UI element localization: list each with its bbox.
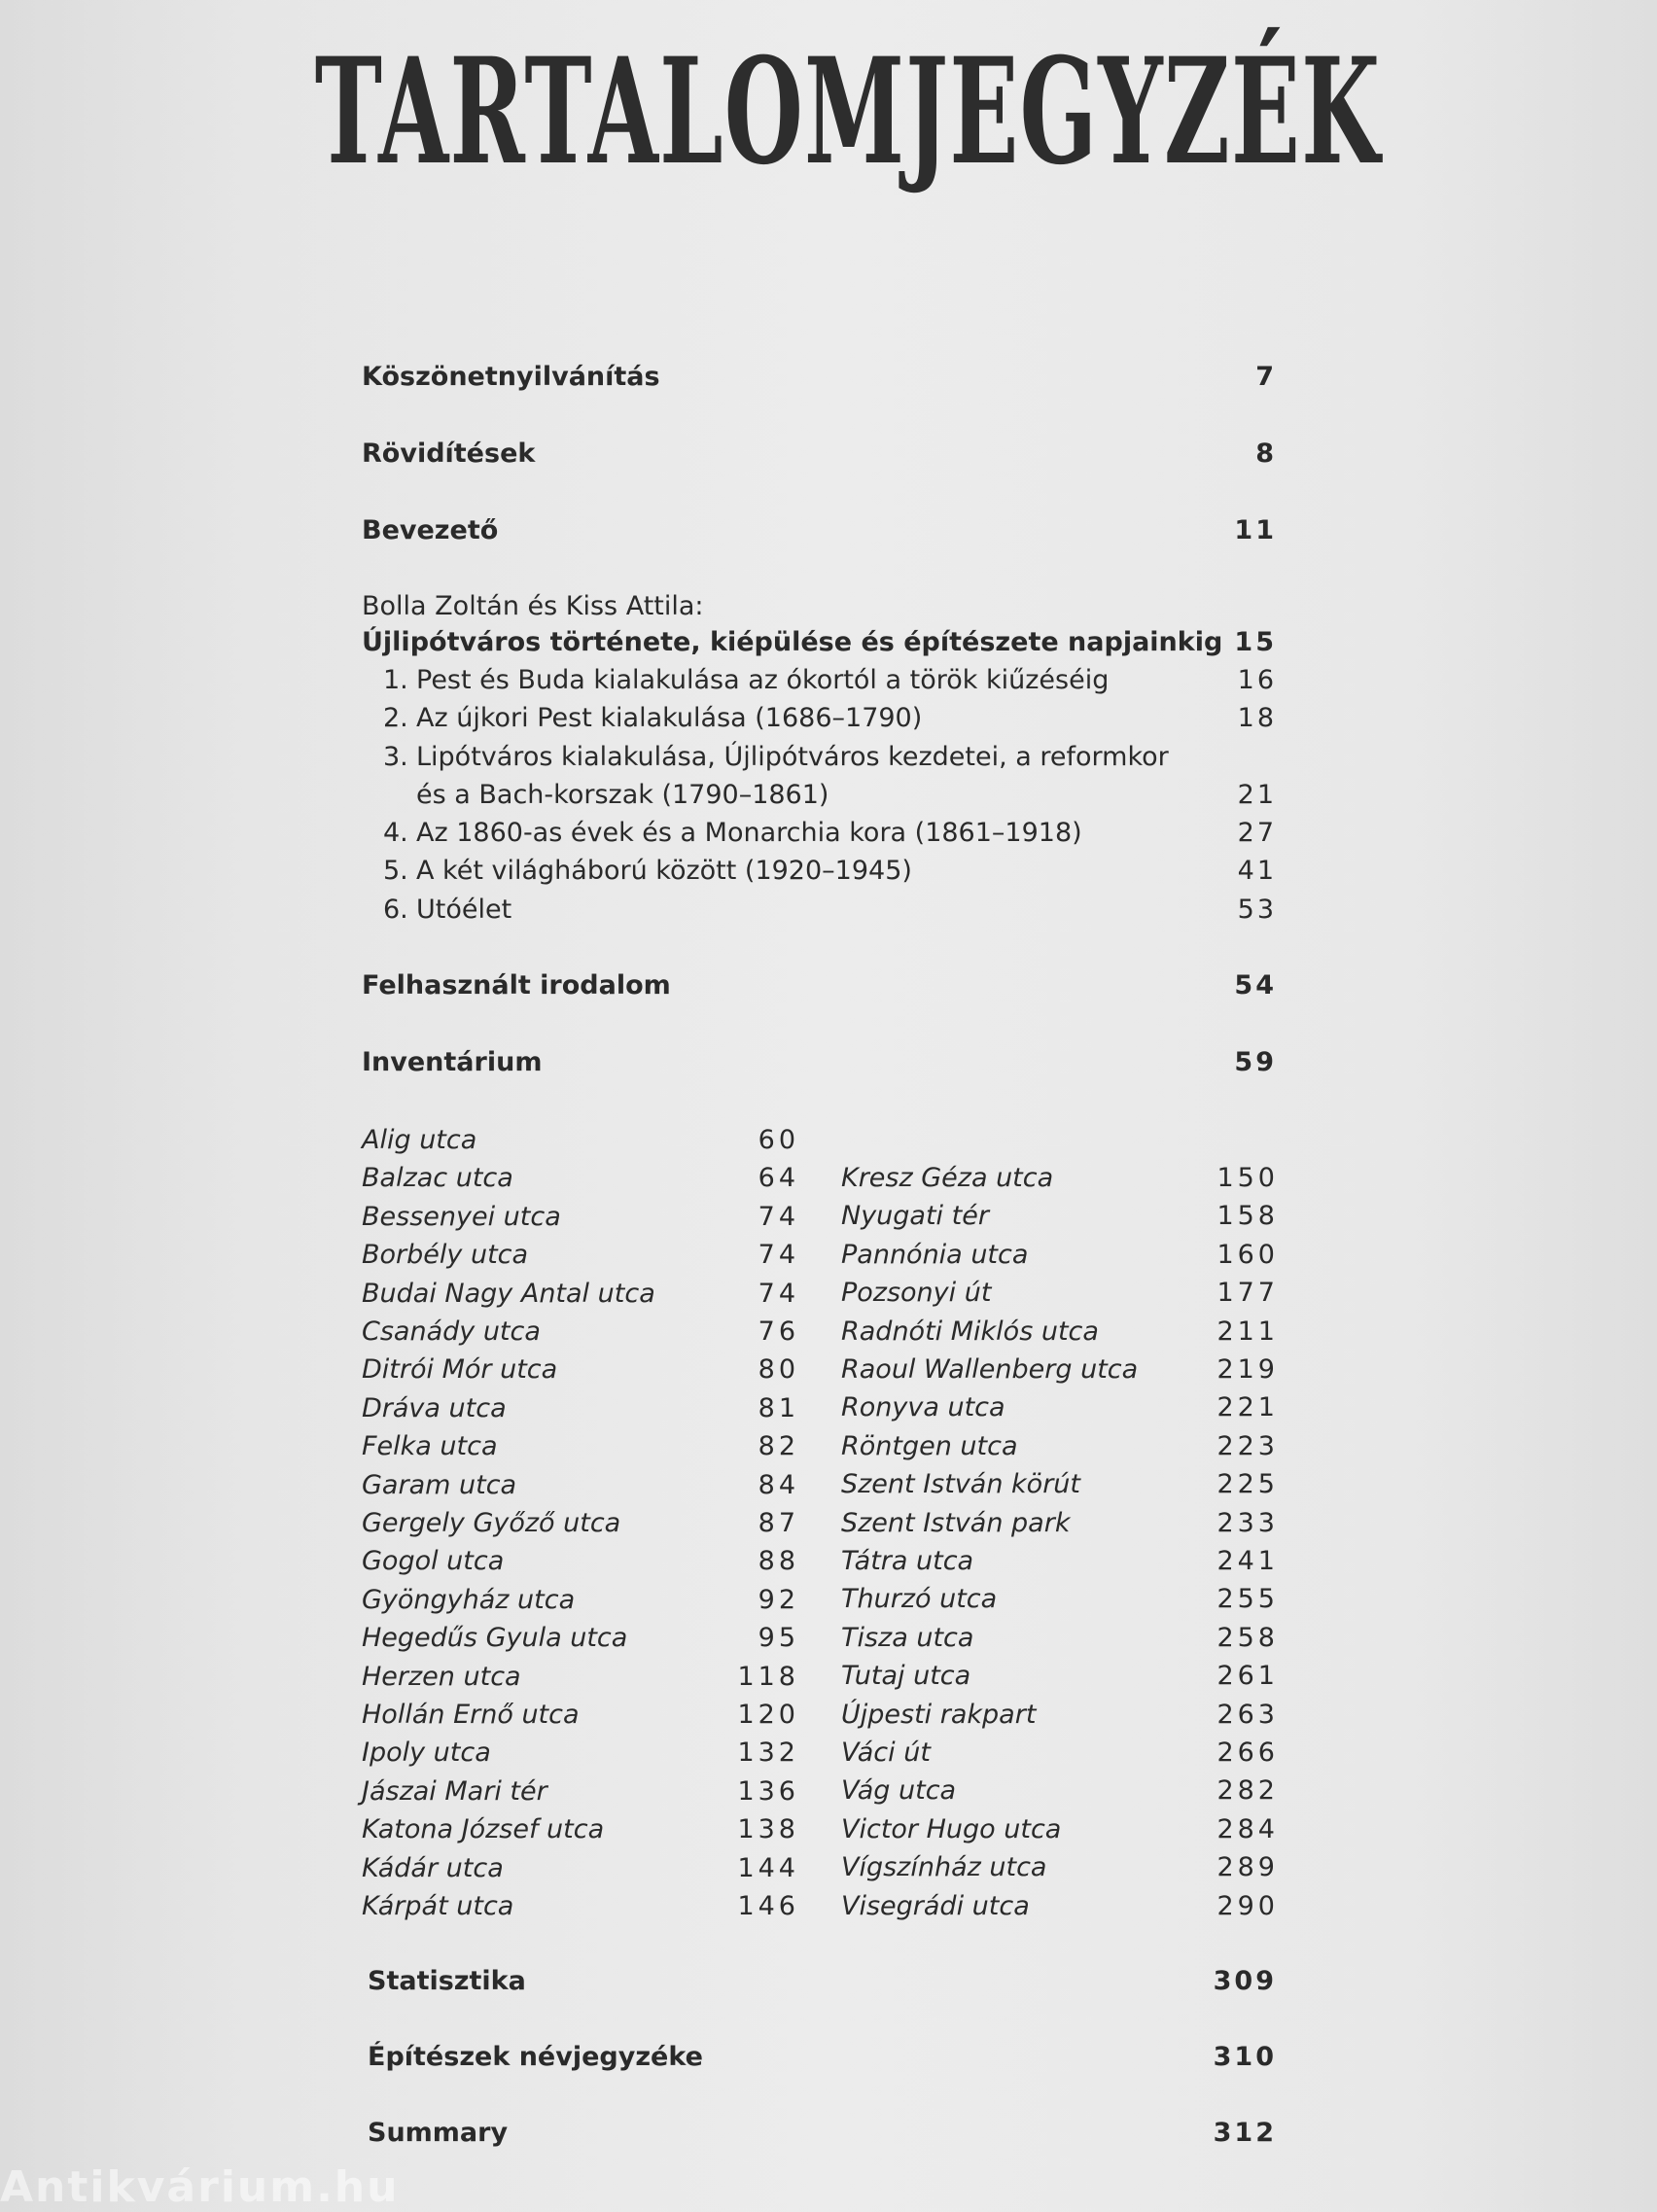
street-name: Dráva utca bbox=[362, 1392, 507, 1423]
street-page: 138 bbox=[737, 1814, 799, 1845]
inventory-entry[interactable] bbox=[362, 1351, 799, 1388]
toc-label: Bevezető bbox=[362, 515, 499, 545]
toc-section-abbreviations[interactable] bbox=[362, 435, 1277, 474]
inventory-entry[interactable] bbox=[841, 1427, 1279, 1465]
street-page: 221 bbox=[1216, 1392, 1279, 1423]
street-page: 261 bbox=[1216, 1661, 1279, 1692]
page-title: TARTALOMJEGYZÉK bbox=[314, 26, 1382, 197]
toc-label: Statisztika bbox=[368, 1966, 526, 1996]
street-page: 263 bbox=[1216, 1699, 1279, 1730]
chapter-item[interactable] bbox=[383, 852, 1277, 891]
street-name: Vígszínház utca bbox=[841, 1852, 1047, 1883]
toc-section-architects-index[interactable] bbox=[368, 2038, 1277, 2077]
street-name: Kárpát utca bbox=[362, 1891, 514, 1921]
chapter-title: Újlipótváros története, kiépülése és építészete napjainkig bbox=[362, 627, 1223, 657]
street-name: Váci út bbox=[841, 1738, 931, 1768]
inventory-entry[interactable] bbox=[362, 1198, 799, 1236]
inventory-entry[interactable] bbox=[362, 1427, 799, 1465]
street-name: Budai Nagy Antal utca bbox=[362, 1278, 655, 1309]
street-page: 84 bbox=[758, 1469, 799, 1500]
inventory-entry[interactable] bbox=[841, 1848, 1279, 1886]
toc-page: 15 bbox=[1234, 627, 1277, 657]
item-number: 5. bbox=[383, 856, 408, 886]
inventory-entry[interactable] bbox=[362, 1810, 799, 1848]
street-page: 241 bbox=[1216, 1546, 1279, 1576]
street-name: Balzac utca bbox=[362, 1163, 513, 1194]
street-page: 211 bbox=[1216, 1316, 1279, 1347]
street-page: 219 bbox=[1216, 1354, 1279, 1385]
inventory-entry[interactable] bbox=[841, 1696, 1279, 1734]
street-name: Thurzó utca bbox=[841, 1584, 998, 1615]
inventory-entry[interactable] bbox=[362, 1887, 799, 1925]
street-page: 225 bbox=[1216, 1469, 1279, 1500]
street-name: Szent István körút bbox=[841, 1469, 1080, 1500]
toc-label: Rövidítések bbox=[362, 439, 536, 469]
inventory-column-left bbox=[362, 1121, 799, 1928]
toc-label: Inventárium bbox=[362, 1047, 543, 1077]
street-name: Jászai Mari tér bbox=[362, 1775, 547, 1807]
street-page: 88 bbox=[758, 1546, 799, 1577]
inventory-entry[interactable] bbox=[362, 1658, 799, 1696]
inventory-entry[interactable] bbox=[362, 1466, 799, 1504]
street-page: 258 bbox=[1216, 1622, 1279, 1653]
toc-section-statistics[interactable] bbox=[368, 1962, 1277, 2001]
inventory-column-right bbox=[841, 1159, 1279, 1927]
street-name: Ditrói Mór utca bbox=[362, 1354, 558, 1386]
street-page: 177 bbox=[1216, 1278, 1279, 1309]
inventory-entry[interactable] bbox=[362, 1121, 799, 1159]
street-page: 150 bbox=[1216, 1163, 1279, 1193]
toc-section-summary[interactable] bbox=[368, 2114, 1277, 2153]
chapter-item-continuation[interactable] bbox=[383, 776, 1277, 815]
street-page: 80 bbox=[758, 1354, 799, 1386]
street-name: Csanády utca bbox=[362, 1317, 541, 1347]
item-number: 3. bbox=[383, 742, 408, 772]
street-page: 136 bbox=[737, 1775, 799, 1807]
item-number: 1. bbox=[383, 665, 408, 695]
item-text: Az újkori Pest kialakulása (1686–1790) bbox=[416, 703, 923, 733]
street-page: 60 bbox=[758, 1125, 799, 1155]
toc-label: Építészek névjegyzéke bbox=[368, 2042, 703, 2072]
toc-page: 18 bbox=[1237, 703, 1277, 733]
street-page: 81 bbox=[758, 1392, 799, 1423]
street-name: Nyugati tér bbox=[841, 1201, 989, 1232]
inventory-entry[interactable] bbox=[362, 1236, 799, 1274]
street-name: Szent István park bbox=[841, 1507, 1071, 1538]
inventory-entry[interactable] bbox=[841, 1580, 1279, 1618]
street-name: Vág utca bbox=[841, 1775, 957, 1807]
chapter-item[interactable] bbox=[383, 738, 1277, 777]
inventory-entry[interactable] bbox=[362, 1773, 799, 1810]
street-page: 284 bbox=[1216, 1813, 1279, 1844]
inventory-entry[interactable] bbox=[841, 1657, 1279, 1695]
street-page: 223 bbox=[1216, 1430, 1279, 1461]
street-name: Tisza utca bbox=[841, 1622, 974, 1653]
toc-page: 16 bbox=[1237, 665, 1277, 695]
street-name: Hegedűs Gyula utca bbox=[362, 1623, 628, 1654]
inventory-entry[interactable] bbox=[841, 1772, 1279, 1809]
toc-page: 309 bbox=[1213, 1966, 1277, 1996]
street-name: Bessenyei utca bbox=[362, 1201, 561, 1232]
toc-label: Summary bbox=[368, 2118, 509, 2148]
inventory-entry[interactable] bbox=[362, 1696, 799, 1734]
street-page: 132 bbox=[737, 1738, 799, 1769]
item-text: Lipótváros kialakulása, Újlipótváros kezdetei, a reformkor bbox=[416, 742, 1169, 772]
street-page: 95 bbox=[758, 1623, 799, 1654]
street-page: 266 bbox=[1216, 1738, 1279, 1768]
street-name: Radnóti Miklós utca bbox=[841, 1316, 1099, 1347]
item-text: és a Bach-korszak (1790–1861) bbox=[416, 780, 829, 810]
inventory-entry[interactable] bbox=[841, 1388, 1279, 1426]
street-page: 158 bbox=[1216, 1201, 1279, 1232]
inventory-entry[interactable] bbox=[841, 1734, 1279, 1772]
toc-page: 7 bbox=[1255, 362, 1277, 392]
street-page: 290 bbox=[1216, 1890, 1279, 1921]
inventory-entry[interactable] bbox=[362, 1542, 799, 1580]
street-name: Felka utca bbox=[362, 1431, 498, 1462]
street-page: 64 bbox=[758, 1163, 799, 1194]
toc-page: 41 bbox=[1237, 856, 1277, 886]
inventory-entry[interactable] bbox=[841, 1504, 1279, 1542]
toc-page: 27 bbox=[1237, 818, 1277, 848]
street-name: Pannónia utca bbox=[841, 1239, 1029, 1270]
item-number: 6. bbox=[383, 895, 408, 925]
toc-page: 21 bbox=[1237, 780, 1277, 810]
chapter-item[interactable] bbox=[383, 814, 1277, 853]
watermark: Antikvárium.hu bbox=[0, 2162, 400, 2212]
street-name: Újpesti rakpart bbox=[841, 1699, 1037, 1730]
chapter-item[interactable] bbox=[383, 661, 1277, 700]
inventory-entry[interactable] bbox=[841, 1236, 1279, 1274]
street-name: Ronyva utca bbox=[841, 1392, 1005, 1423]
inventory-entry[interactable] bbox=[362, 1619, 799, 1657]
street-name: Gergely Győző utca bbox=[362, 1508, 621, 1538]
street-page: 74 bbox=[758, 1278, 799, 1309]
street-name: Tutaj utca bbox=[841, 1661, 971, 1692]
item-text: A két világháború között (1920–1945) bbox=[416, 856, 912, 886]
street-page: 255 bbox=[1216, 1584, 1279, 1615]
street-page: 76 bbox=[758, 1317, 799, 1347]
inventory-entry[interactable] bbox=[841, 1159, 1279, 1197]
chapter-title-row[interactable] bbox=[362, 623, 1277, 662]
street-page: 146 bbox=[737, 1891, 799, 1921]
street-page: 289 bbox=[1216, 1852, 1279, 1883]
street-name: Victor Hugo utca bbox=[841, 1813, 1062, 1844]
street-page: 233 bbox=[1216, 1507, 1279, 1538]
inventory-entry[interactable] bbox=[841, 1810, 1279, 1848]
street-name: Gogol utca bbox=[362, 1546, 505, 1577]
toc-page: 11 bbox=[1234, 515, 1277, 545]
inventory-entry[interactable] bbox=[362, 1275, 799, 1313]
toc-section-inventory[interactable] bbox=[362, 1043, 1277, 1082]
toc-page: 54 bbox=[1234, 970, 1277, 1001]
item-number: 2. bbox=[383, 703, 408, 733]
inventory-entry[interactable] bbox=[841, 1887, 1279, 1925]
street-name: Alig utca bbox=[362, 1125, 477, 1155]
street-page: 74 bbox=[758, 1240, 799, 1271]
item-text: Az 1860-as évek és a Monarchia kora (1861–1918) bbox=[416, 818, 1082, 848]
inventory-entry[interactable] bbox=[362, 1581, 799, 1619]
street-name: Borbély utca bbox=[362, 1240, 529, 1271]
inventory-entry[interactable] bbox=[362, 1504, 799, 1542]
inventory-entry[interactable] bbox=[362, 1734, 799, 1772]
toc-section-bibliography[interactable] bbox=[362, 966, 1277, 1005]
inventory-entry[interactable] bbox=[841, 1542, 1279, 1580]
inventory-entry[interactable] bbox=[362, 1159, 799, 1197]
street-name: Ipoly utca bbox=[362, 1738, 491, 1769]
street-page: 144 bbox=[737, 1852, 799, 1883]
street-page: 120 bbox=[737, 1700, 799, 1730]
inventory-entry[interactable] bbox=[841, 1351, 1279, 1388]
street-page: 82 bbox=[758, 1431, 799, 1462]
item-text: Pest és Buda kialakulása az ókortól a török kiűzéséig bbox=[416, 665, 1110, 695]
toc-section-acknowledgements[interactable] bbox=[362, 358, 1277, 397]
inventory-entry[interactable] bbox=[841, 1197, 1279, 1235]
item-text: Utóélet bbox=[416, 895, 512, 925]
street-name: Raoul Wallenberg utca bbox=[841, 1354, 1139, 1385]
street-name: Visegrádi utca bbox=[841, 1890, 1030, 1921]
street-name: Tátra utca bbox=[841, 1546, 974, 1576]
street-name: Röntgen utca bbox=[841, 1430, 1018, 1461]
item-number: 4. bbox=[383, 818, 408, 848]
street-name: Hollán Ernő utca bbox=[362, 1700, 580, 1730]
street-page: 282 bbox=[1216, 1775, 1279, 1807]
street-page: 92 bbox=[758, 1584, 799, 1615]
chapter-authors bbox=[362, 587, 1277, 626]
inventory-entry[interactable] bbox=[841, 1619, 1279, 1657]
street-page: 87 bbox=[758, 1508, 799, 1538]
street-page: 74 bbox=[758, 1201, 799, 1232]
toc-label: Köszönetnyilvánítás bbox=[362, 362, 660, 392]
inventory-entry[interactable] bbox=[362, 1389, 799, 1427]
toc-page: 312 bbox=[1213, 2118, 1277, 2148]
street-name: Kádár utca bbox=[362, 1852, 504, 1883]
street-page: 160 bbox=[1216, 1239, 1279, 1270]
chapter-item[interactable] bbox=[383, 891, 1277, 930]
street-name: Katona József utca bbox=[362, 1814, 605, 1845]
toc-page: 310 bbox=[1213, 2042, 1277, 2072]
street-name: Garam utca bbox=[362, 1469, 517, 1500]
street-name: Gyöngyház utca bbox=[362, 1584, 576, 1615]
inventory-entry[interactable] bbox=[362, 1313, 799, 1351]
inventory-entry[interactable] bbox=[841, 1274, 1279, 1312]
inventory-entry[interactable] bbox=[841, 1313, 1279, 1351]
toc-section-introduction[interactable] bbox=[362, 511, 1277, 550]
toc-label: Felhasznált irodalom bbox=[362, 970, 671, 1001]
street-name: Kresz Géza utca bbox=[841, 1163, 1054, 1193]
chapter-item[interactable] bbox=[383, 699, 1277, 738]
toc-page: 53 bbox=[1237, 895, 1277, 925]
toc-page: 59 bbox=[1234, 1047, 1277, 1077]
toc-page: 8 bbox=[1255, 439, 1277, 469]
authors-text: Bolla Zoltán és Kiss Attila: bbox=[362, 591, 704, 621]
street-name: Herzen utca bbox=[362, 1661, 521, 1692]
street-page: 118 bbox=[737, 1661, 799, 1692]
street-name: Pozsonyi út bbox=[841, 1278, 992, 1309]
inventory-entry[interactable] bbox=[841, 1465, 1279, 1503]
inventory-entry[interactable] bbox=[362, 1849, 799, 1887]
